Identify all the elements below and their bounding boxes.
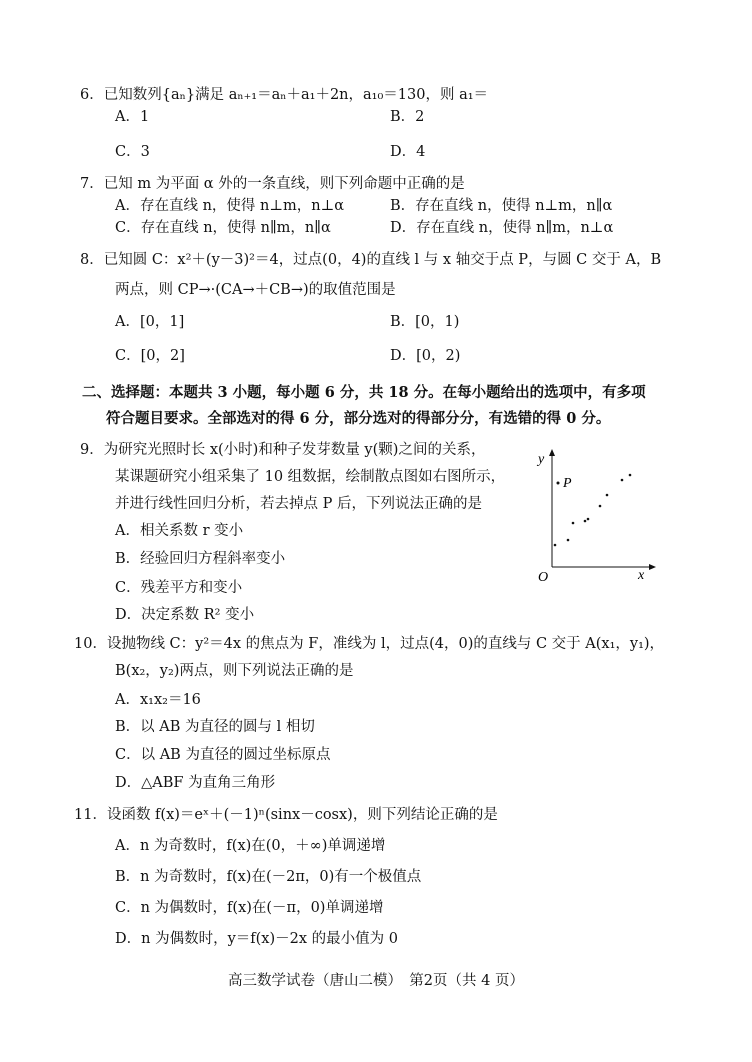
q9-scatter-diagram bbox=[528, 445, 658, 585]
q7-stem: 7．已知 m 为平面 α 外的一条直线，则下列命题中正确的是 bbox=[80, 176, 465, 192]
scatter-point bbox=[621, 479, 624, 482]
q9-option-c: C．残差平方和变小 bbox=[115, 580, 243, 596]
q7-option-d: D．存在直线 n，使得 n∥m，n⊥α bbox=[390, 220, 614, 236]
q10-option-a: A．x₁x₂＝16 bbox=[115, 692, 201, 708]
q11-option-d: D．n 为偶数时，y＝f(x)－2x 的最小值为 0 bbox=[115, 931, 398, 947]
scatter-point bbox=[629, 474, 632, 477]
q10-option-c: C．以 AB 为直径的圆过坐标原点 bbox=[115, 747, 331, 763]
q8-option-b: B．[0，1) bbox=[390, 314, 460, 330]
q6-option-a: A．1 bbox=[115, 109, 150, 125]
q9-point-p-label: P bbox=[563, 476, 572, 491]
q7-option-a: A．存在直线 n，使得 n⊥m，n⊥α bbox=[115, 198, 345, 214]
q6-stem: 6．已知数列{aₙ}满足 aₙ₊₁＝aₙ＋a₁＋2n，a₁₀＝130，则 a₁＝ bbox=[80, 87, 489, 103]
q9-option-b: B．经验回归方程斜率变小 bbox=[115, 551, 286, 567]
q8-option-c: C．[0，2] bbox=[115, 348, 185, 364]
q6-option-c: C．3 bbox=[115, 144, 150, 160]
q9-x-axis-label: x bbox=[638, 568, 645, 583]
q11-option-a: A．n 为奇数时，f(x)在(0，＋∞)单调递增 bbox=[115, 838, 386, 854]
q8-stem-line2: 两点，则 CP→·(CA→＋CB→)的取值范围是 bbox=[115, 282, 396, 298]
q9-stem-line1: 9．为研究光照时长 x(小时)和种子发芽数量 y(颗)之间的关系， bbox=[80, 442, 486, 458]
q11-option-b: B．n 为奇数时，f(x)在(－2π，0)有一个极值点 bbox=[115, 869, 422, 885]
scatter-point bbox=[584, 520, 587, 523]
scatter-point bbox=[599, 505, 602, 508]
q8-option-a: A．[0，1] bbox=[115, 314, 185, 330]
section2-header-line1: 二、选择题：本题共 3 小题，每小题 6 分，共 18 分。在每小题给出的选项中，有多项 bbox=[82, 384, 646, 401]
section2-header-line2: 符合题目要求。全部选对的得 6 分，部分选对的得部分分，有选错的得 0 分。 bbox=[106, 410, 611, 427]
scatter-point bbox=[567, 539, 570, 542]
page-footer: 高三数学试卷（唐山二模） 第2页（共 4 页） bbox=[228, 973, 524, 989]
q9-stem-line3: 并进行线性回归分析，若去掉点 P 后，下列说法正确的是 bbox=[115, 496, 482, 512]
q9-option-a: A．相关系数 r 变小 bbox=[115, 523, 244, 539]
q6-option-b: B．2 bbox=[390, 109, 425, 125]
scatter-point-p bbox=[557, 482, 560, 485]
q9-y-axis-label: y bbox=[538, 452, 545, 467]
scatter-point bbox=[606, 494, 609, 497]
q9-option-d: D．决定系数 R² 变小 bbox=[115, 607, 255, 623]
q10-option-d: D．△ABF 为直角三角形 bbox=[115, 775, 276, 791]
q10-stem-line2: B(x₂，y₂)两点，则下列说法正确的是 bbox=[115, 663, 354, 679]
q11-option-c: C．n 为偶数时，f(x)在(－π，0)单调递增 bbox=[115, 900, 384, 916]
q7-option-b: B．存在直线 n，使得 n⊥m，n∥α bbox=[390, 198, 613, 214]
q8-stem-line1: 8．已知圆 C：x²＋(y－3)²＝4，过点(0，4)的直线 l 与 x 轴交于点 P，与圆 C 交于 A，B bbox=[80, 252, 662, 268]
q6-option-d: D．4 bbox=[390, 144, 426, 160]
q7-option-c: C．存在直线 n，使得 n∥m，n∥α bbox=[115, 220, 331, 236]
q10-option-b: B．以 AB 为直径的圆与 l 相切 bbox=[115, 719, 315, 735]
scatter-point bbox=[554, 544, 557, 547]
scatter-point bbox=[572, 522, 575, 525]
q9-origin-label: O bbox=[538, 570, 549, 585]
q10-stem-line1: 10．设抛物线 C：y²＝4x 的焦点为 F，准线为 l，过点(4，0)的直线与 C 交于 A(x₁，y₁)， bbox=[74, 636, 665, 652]
scatter-point bbox=[587, 518, 590, 521]
q11-stem: 11．设函数 f(x)＝eˣ＋(－1)ⁿ(sinx－cosx)，则下列结论正确的是 bbox=[74, 807, 498, 823]
q9-stem-line2: 某课题研究小组采集了 10 组数据，绘制散点图如右图所示， bbox=[115, 469, 506, 485]
q8-option-d: D．[0，2) bbox=[390, 348, 461, 364]
